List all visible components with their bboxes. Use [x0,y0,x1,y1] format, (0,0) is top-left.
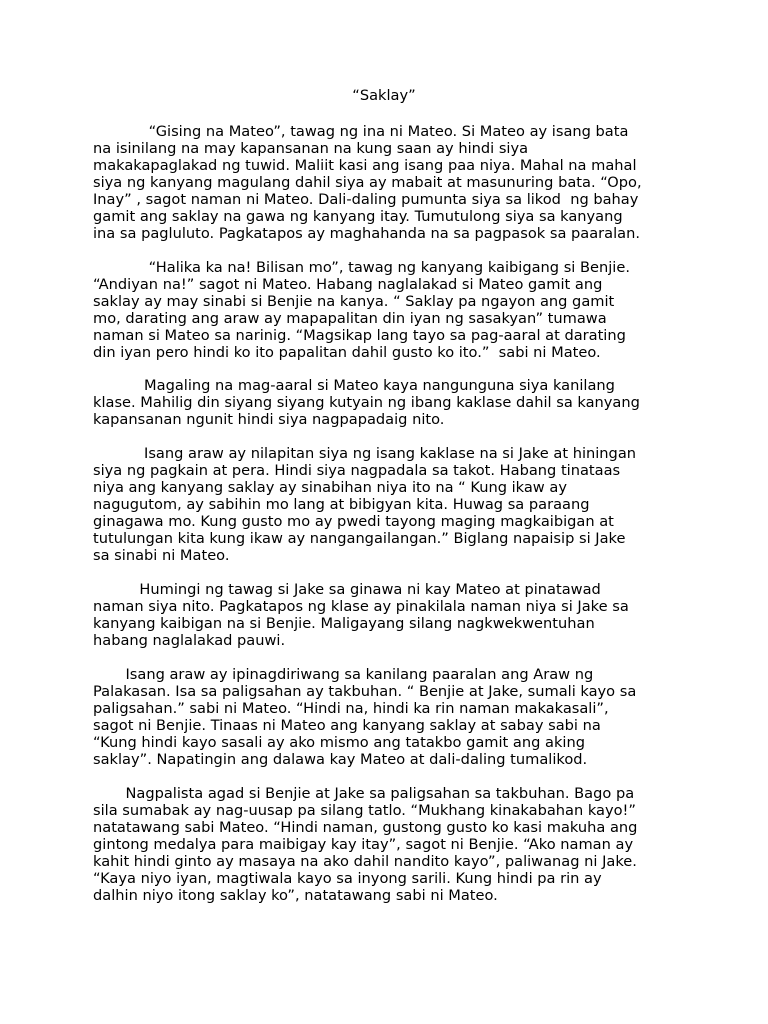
paragraph-line: Isang araw ay nilapitan siya ng isang kaklase na si Jake at hiningan [93,445,637,462]
paragraph-line: saklay”. Napatingin ang dalawa kay Mateo at dali-daling tumalikod. [93,751,588,768]
paragraph-line: gintong medalya para maibigay kay itay”, sagot ni Benjie. “Ako naman ay [93,836,634,853]
paragraph-line: tutulungan kita kung ikaw ay nangangailangan.” Biglang napaisip si Jake [93,530,626,547]
paragraph [93,377,683,428]
paragraph-line: Nagpalista agad si Benjie at Jake sa paligsahan sa takbuhan. Bago pa [93,785,635,802]
paragraph-line: Palakasan. Isa sa paligsahan ay takbuhan. “ Benjie at Jake, sumali kayo sa [93,683,637,700]
paragraph-line: ina sa pagluluto. Pagkatapos ay maghahanda na sa pagpasok sa paaralan. [93,225,641,242]
paragraph-line: nagugutom, ay sabihin mo lang at bibigyan kita. Huwag sa paraang [93,496,590,513]
paragraph-line: “Kung hindi kayo sasali ay ako mismo ang tatakbo gamit ang aking [93,734,585,751]
paragraph-line: kapansanan ngunit hindi siya nagpapadaig nito. [93,411,445,428]
paragraph-line: siya ng kanyang magulang dahil siya ay mabait at masunuring bata. “Opo, [93,174,642,191]
paragraph-line: makakapaglakad ng tuwid. Maliit kasi ang isang paa niya. Mahal na mahal [93,157,637,174]
paragraph [93,581,683,649]
paragraph-line: “Kaya niyo iyan, magtiwala kayo sa inyong sarili. Kung hindi pa rin ay [93,870,602,887]
paragraph-line: ginagawa mo. Kung gusto mo ay pwedi tayong maging magkaibigan at [93,513,614,530]
paragraph-line: natatawang sabi Mateo. “Hindi naman, gustong gusto ko kasi makuha ang [93,819,638,836]
paragraph-line: Isang araw ay ipinagdiriwang sa kanilang paaralan ang Araw ng [93,666,594,683]
paragraph [93,259,683,361]
paragraph-line: paligsahan.” sabi ni Mateo. “Hindi na, hindi ka rin naman makakasali”, [93,700,609,717]
paragraph-line: sagot ni Benjie. Tinaas ni Mateo ang kanyang saklay at sabay sabi na [93,717,601,734]
paragraph-line: Inay” , sagot naman ni Mateo. Dali-daling pumunta siya sa likod ng bahay [93,191,639,208]
paragraph-line: siya ng pagkain at pera. Hindi siya nagpadala sa takot. Habang tinataas [93,462,621,479]
paragraph-line: “Halika ka na! Bilisan mo”, tawag ng kanyang kaibigang si Benjie. [93,259,630,276]
paragraph [93,666,683,768]
paragraph-line: niya ang kanyang saklay ay sinabihan niya ito na “ Kung ikaw ay [93,479,567,496]
paragraph [93,785,683,904]
paragraph-line: gamit ang saklay na gawa ng kanyang itay. Tumutulong siya sa kanyang [93,208,623,225]
paragraph-line: na isinilang na may kapansanan na kung saan ay hindi siya [93,140,529,157]
paragraph [93,123,683,242]
paragraph-line: naman si Mateo sa narinig. “Magsikap lang tayo sa pag-aaral at darating [93,327,626,344]
paragraph-line: sila sumabak ay nag-uusap pa silang tatlo. “Mukhang kinakabahan kayo!” [93,802,636,819]
document-title: “Saklay” [352,87,416,104]
paragraph-line: klase. Mahilig din siyang siyang kutyain ng ibang kaklase dahil sa kanyang [93,394,640,411]
paragraph-line: naman siya nito. Pagkatapos ng klase ay pinakilala naman niya si Jake sa [93,598,629,615]
paragraph-line: saklay ay may sinabi si Benjie na kanya. “ Saklay pa ngayon ang gamit [93,293,615,310]
paragraph-line: Humingi ng tawag si Jake sa ginawa ni kay Mateo at pinatawad [93,581,601,598]
paragraph [93,445,683,564]
paragraph-line: sa sinabi ni Mateo. [93,547,230,564]
paragraph-line: dalhin niyo itong saklay ko”, natatawang sabi ni Mateo. [93,887,498,904]
paragraph-line: kanyang kaibigan na si Benjie. Maligayang silang nagkwekwentuhan [93,615,595,632]
paragraph-line: “Gising na Mateo”, tawag ng ina ni Mateo. Si Mateo ay isang bata [93,123,629,140]
paragraph-line: mo, darating ang araw ay mapapalitan din iyan ng sasakyan” tumawa [93,310,607,327]
paragraph-line: din iyan pero hindi ko ito papalitan dahil gusto ko ito.” sabi ni Mateo. [93,344,601,361]
paragraph-line: kahit hindi ginto ay masaya na ako dahil nandito kayo”, paliwanag ni Jake. [93,853,637,870]
paragraph-line: “Andiyan na!” sagot ni Mateo. Habang naglalakad si Mateo gamit ang [93,276,603,293]
paragraph-line: Magaling na mag-aaral si Mateo kaya nangunguna siya kanilang [93,377,615,394]
paragraph-line: habang naglalakad pauwi. [93,632,286,649]
